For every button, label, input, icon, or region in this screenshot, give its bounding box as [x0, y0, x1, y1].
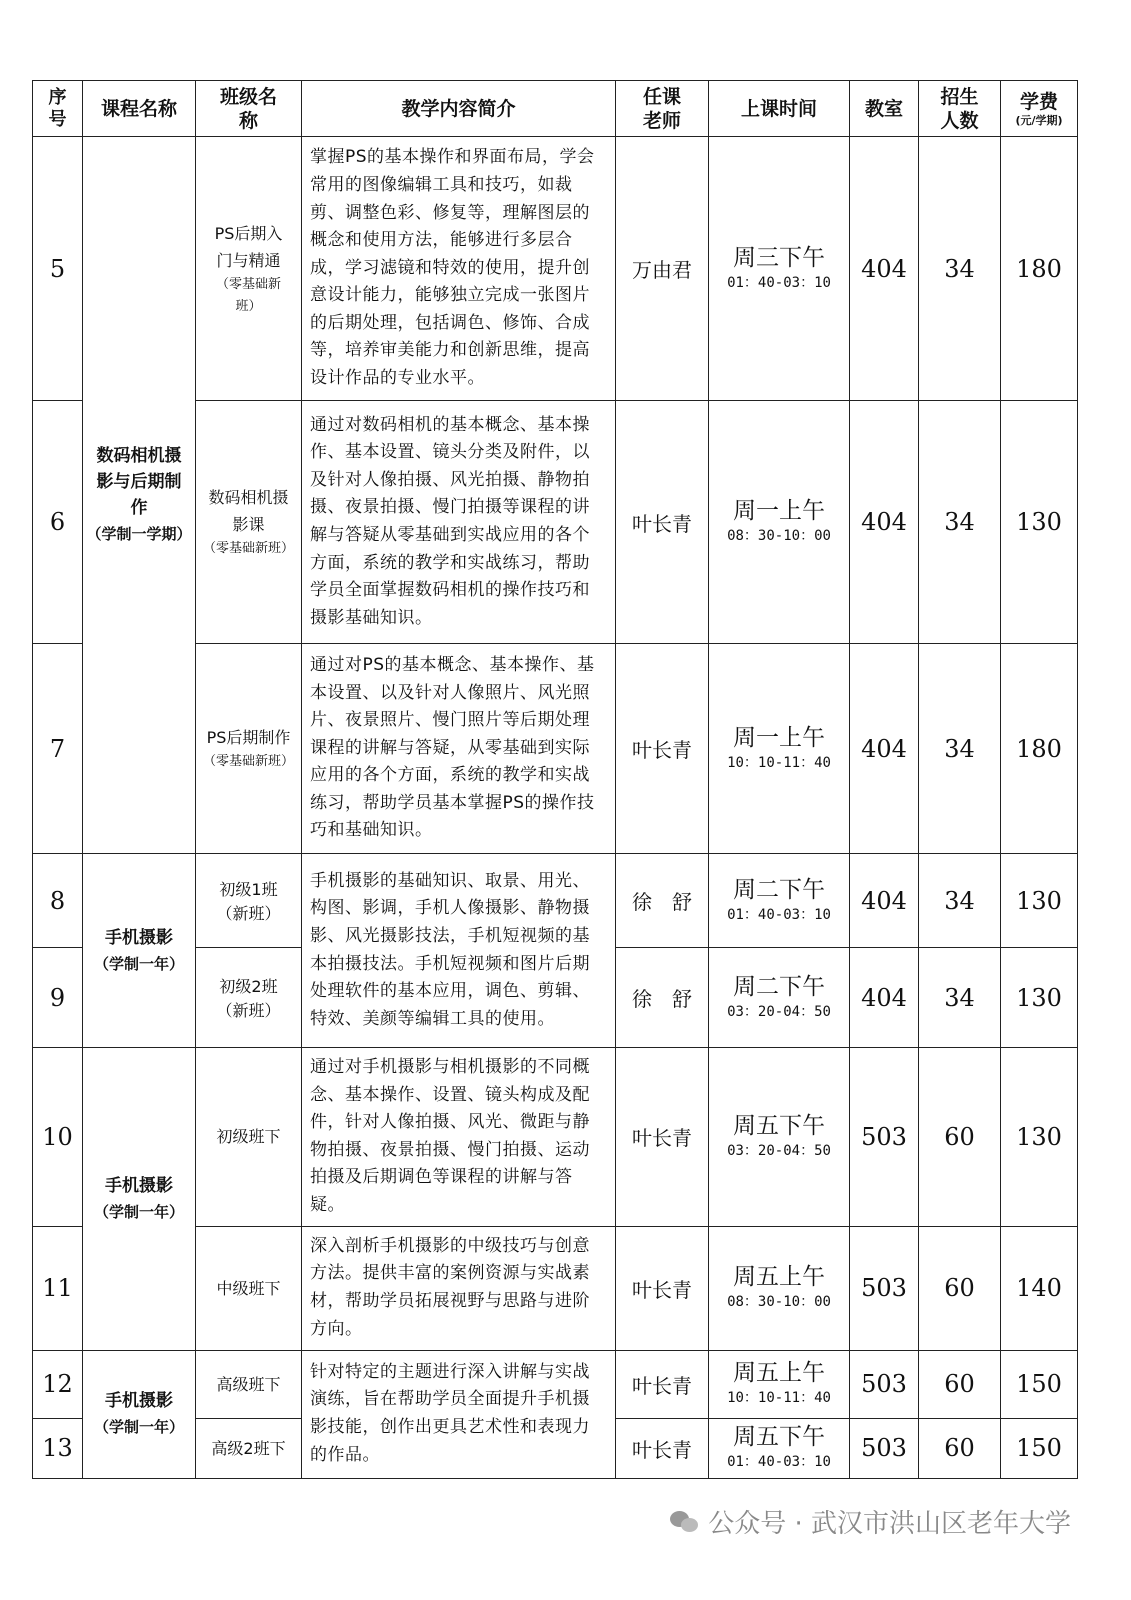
class-time [709, 1418, 850, 1478]
row-no: 7 [33, 644, 83, 854]
class-name-cell [196, 1226, 302, 1350]
class-day: 周五上午 [733, 1264, 825, 1291]
fee: 130 [1001, 401, 1078, 644]
course-name-cell [83, 137, 196, 854]
quota: 60 [919, 1048, 1001, 1227]
course-name: 数码相机摄影与后期制作 [96, 446, 182, 518]
quota: 60 [919, 1226, 1001, 1350]
header-teacher: 任课老师 [616, 81, 709, 137]
room: 503 [850, 1418, 919, 1478]
class-day: 周五上午 [733, 1360, 825, 1387]
course-name: 手机摄影 [105, 1391, 173, 1412]
class-name: 高级班下 [216, 1374, 281, 1394]
class-time [709, 854, 850, 948]
class-name-cell [196, 1418, 302, 1478]
class-name-cell [196, 1350, 302, 1418]
course-name-cell [83, 1350, 196, 1478]
class-name-cell [196, 948, 302, 1048]
class-name-cell [196, 137, 302, 401]
class-note: （零基础新班） [202, 541, 294, 556]
row-no: 10 [33, 1048, 83, 1227]
teacher: 叶长青 [616, 401, 709, 644]
fee: 150 [1001, 1350, 1078, 1418]
class-note: （零基础新班） [215, 276, 281, 314]
class-day: 周一上午 [733, 498, 825, 524]
class-hours: 10：10-11：40 [727, 754, 831, 771]
room: 503 [850, 1350, 919, 1418]
fee: 140 [1001, 1226, 1078, 1350]
course-duration: （学制一学期） [86, 525, 192, 543]
row-no: 12 [33, 1350, 83, 1418]
fee: 180 [1001, 644, 1078, 854]
teacher: 叶长青 [616, 1048, 709, 1227]
table-row [33, 854, 1078, 948]
quota: 34 [919, 137, 1001, 401]
description: 通过对数码相机的基本概念、基本操作、基本设置、镜头分类及附件，以及针对人像拍摄、风光拍摄、静物拍摄、夜景拍摄、慢门拍摄等课程的讲解与答疑从零基础到实战应用的各个方面，系统的教学和实战练习，帮助学员全面掌握数码相机的操作技巧和摄影基础知识。 [302, 401, 616, 644]
room: 503 [850, 1048, 919, 1227]
row-no: 6 [33, 401, 83, 644]
row-no: 9 [33, 948, 83, 1048]
class-day: 周五下午 [733, 1112, 825, 1139]
course-duration: （学制一年） [93, 1418, 184, 1437]
quota: 34 [919, 948, 1001, 1048]
teacher: 叶长青 [616, 1226, 709, 1350]
teacher: 叶长青 [616, 1418, 709, 1478]
class-hours: 08：30-10：00 [727, 1294, 831, 1311]
table-row [33, 1048, 1078, 1227]
row-no: 5 [33, 137, 83, 401]
row-no: 11 [33, 1226, 83, 1350]
teacher: 徐 舒 [616, 948, 709, 1048]
teacher: 徐 舒 [616, 854, 709, 948]
header-fee-label: 学费 [1019, 90, 1058, 113]
class-name: 高级2班下 [211, 1438, 286, 1458]
header-room: 教室 [850, 81, 919, 137]
class-time [709, 1048, 850, 1227]
class-name: 初级1班 [219, 880, 278, 899]
description: 手机摄影的基础知识、取景、用光、构图、影调，手机人像摄影、静物摄影、风光摄影技法，手机短视频的基本拍摄技法。手机短视频和图片后期处理软件的基本应用，调色、剪辑、特效、美颜等编辑工具的使用。 [302, 854, 616, 1048]
class-hours: 10：10-11：40 [727, 1390, 831, 1407]
class-time [709, 644, 850, 854]
course-name: 手机摄影 [105, 1175, 173, 1196]
header-course: 课程名称 [83, 81, 196, 137]
room: 503 [850, 1226, 919, 1350]
description: 深入剖析手机摄影的中级技巧与创意方法。提供丰富的案例资源与实战素材，帮助学员拓展视野与思路与进阶方向。 [302, 1226, 616, 1350]
class-day: 周一上午 [733, 724, 825, 751]
class-hours: 01：40-03：10 [727, 274, 831, 291]
class-time [709, 401, 850, 644]
fee: 130 [1001, 1048, 1078, 1227]
quota: 34 [919, 854, 1001, 948]
header-class: 班级名称 [196, 81, 302, 137]
class-hours: 03：20-04：50 [727, 1003, 831, 1020]
quota: 60 [919, 1350, 1001, 1418]
class-name: 中级班下 [216, 1278, 281, 1298]
class-name-cell [196, 401, 302, 644]
header-fee-unit: (元/学期) [1015, 113, 1063, 127]
class-name: 初级2班 [219, 977, 278, 996]
header-desc: 教学内容简介 [302, 81, 616, 137]
header-time: 上课时间 [709, 81, 850, 137]
quota: 34 [919, 401, 1001, 644]
class-hours: 03：20-04：50 [727, 1142, 831, 1159]
quota: 34 [919, 644, 1001, 854]
quota: 60 [919, 1418, 1001, 1478]
class-time [709, 1350, 850, 1418]
table-row [33, 137, 1078, 401]
class-hours: 01：40-03：10 [727, 1454, 831, 1471]
class-note: （新班） [216, 1001, 281, 1020]
course-name-cell [83, 854, 196, 1048]
room: 404 [850, 137, 919, 401]
header-fee [1001, 81, 1078, 137]
header-quota: 招生人数 [919, 81, 1001, 137]
class-time [709, 1226, 850, 1350]
room: 404 [850, 948, 919, 1048]
class-time [709, 948, 850, 1048]
teacher: 叶长青 [616, 1350, 709, 1418]
room: 404 [850, 854, 919, 948]
class-name-cell [196, 1048, 302, 1227]
wechat-icon [670, 1509, 700, 1535]
header-no: 序号 [33, 81, 83, 137]
footer-text: 公众号 · 武汉市洪山区老年大学 [708, 1509, 1071, 1539]
class-day: 周二下午 [733, 876, 825, 903]
row-no: 13 [33, 1418, 83, 1478]
description: 掌握PS的基本操作和界面布局，学会常用的图像编辑工具和技巧，如裁剪、调整色彩、修复等，理解图层的概念和使用方法，能够进行多层合成，学习滤镜和特效的使用，提升创意设计能力，能够独立完成一张图片的后期处理，包括调色、修饰、合成等，培养审美能力和创新思维，提高设计作品的专业水平。 [302, 137, 616, 401]
class-note: （零基础新班） [202, 754, 294, 769]
room: 404 [850, 644, 919, 854]
course-duration: （学制一年） [93, 1202, 184, 1221]
table-row [33, 1350, 1078, 1418]
fee: 130 [1001, 854, 1078, 948]
room: 404 [850, 401, 919, 644]
fee: 180 [1001, 137, 1078, 401]
description: 通过对PS的基本概念、基本操作、基本设置、以及针对人像照片、风光照片、夜景照片、慢门照片等后期处理课程的讲解与答疑，从零基础到实际应用的各个方面，系统的教学和实战练习，帮助学员基本掌握PS的操作技巧和基础知识。 [302, 644, 616, 854]
class-day: 周二下午 [733, 973, 825, 1000]
course-name: 手机摄影 [105, 927, 173, 948]
class-hours: 01：40-03：10 [727, 906, 831, 923]
class-day: 周五下午 [733, 1424, 825, 1451]
course-duration: （学制一年） [93, 954, 184, 973]
watermark-footer [670, 1503, 1071, 1540]
course-schedule-table [32, 80, 1078, 1479]
course-name-cell [83, 1048, 196, 1351]
fee: 150 [1001, 1418, 1078, 1478]
class-name: PS后期入门与精通 [214, 223, 283, 270]
class-time [709, 137, 850, 401]
fee: 130 [1001, 948, 1078, 1048]
row-no: 8 [33, 854, 83, 948]
teacher: 叶长青 [616, 644, 709, 854]
description: 通过对手机摄影与相机摄影的不同概念、基本操作、设置、镜头构成及配件，针对人像拍摄、风光、微距与静物拍摄、夜景拍摄、慢门拍摄、运动拍摄及后期调色等课程的讲解与答疑。 [302, 1048, 616, 1227]
description: 针对特定的主题进行深入讲解与实战演练，旨在帮助学员全面提升手机摄影技能，创作出更具艺术性和表现力的作品。 [302, 1350, 616, 1478]
class-day: 周三下午 [733, 244, 825, 271]
class-name-cell [196, 854, 302, 948]
class-hours: 08：30-10：00 [727, 528, 831, 544]
header-row [33, 81, 1078, 137]
teacher: 万由君 [616, 137, 709, 401]
class-name-cell [196, 644, 302, 854]
class-name: 初级班下 [216, 1127, 281, 1147]
class-note: （新班） [216, 904, 281, 923]
class-name: PS后期制作 [206, 728, 291, 747]
class-name: 数码相机摄影课 [208, 488, 289, 534]
